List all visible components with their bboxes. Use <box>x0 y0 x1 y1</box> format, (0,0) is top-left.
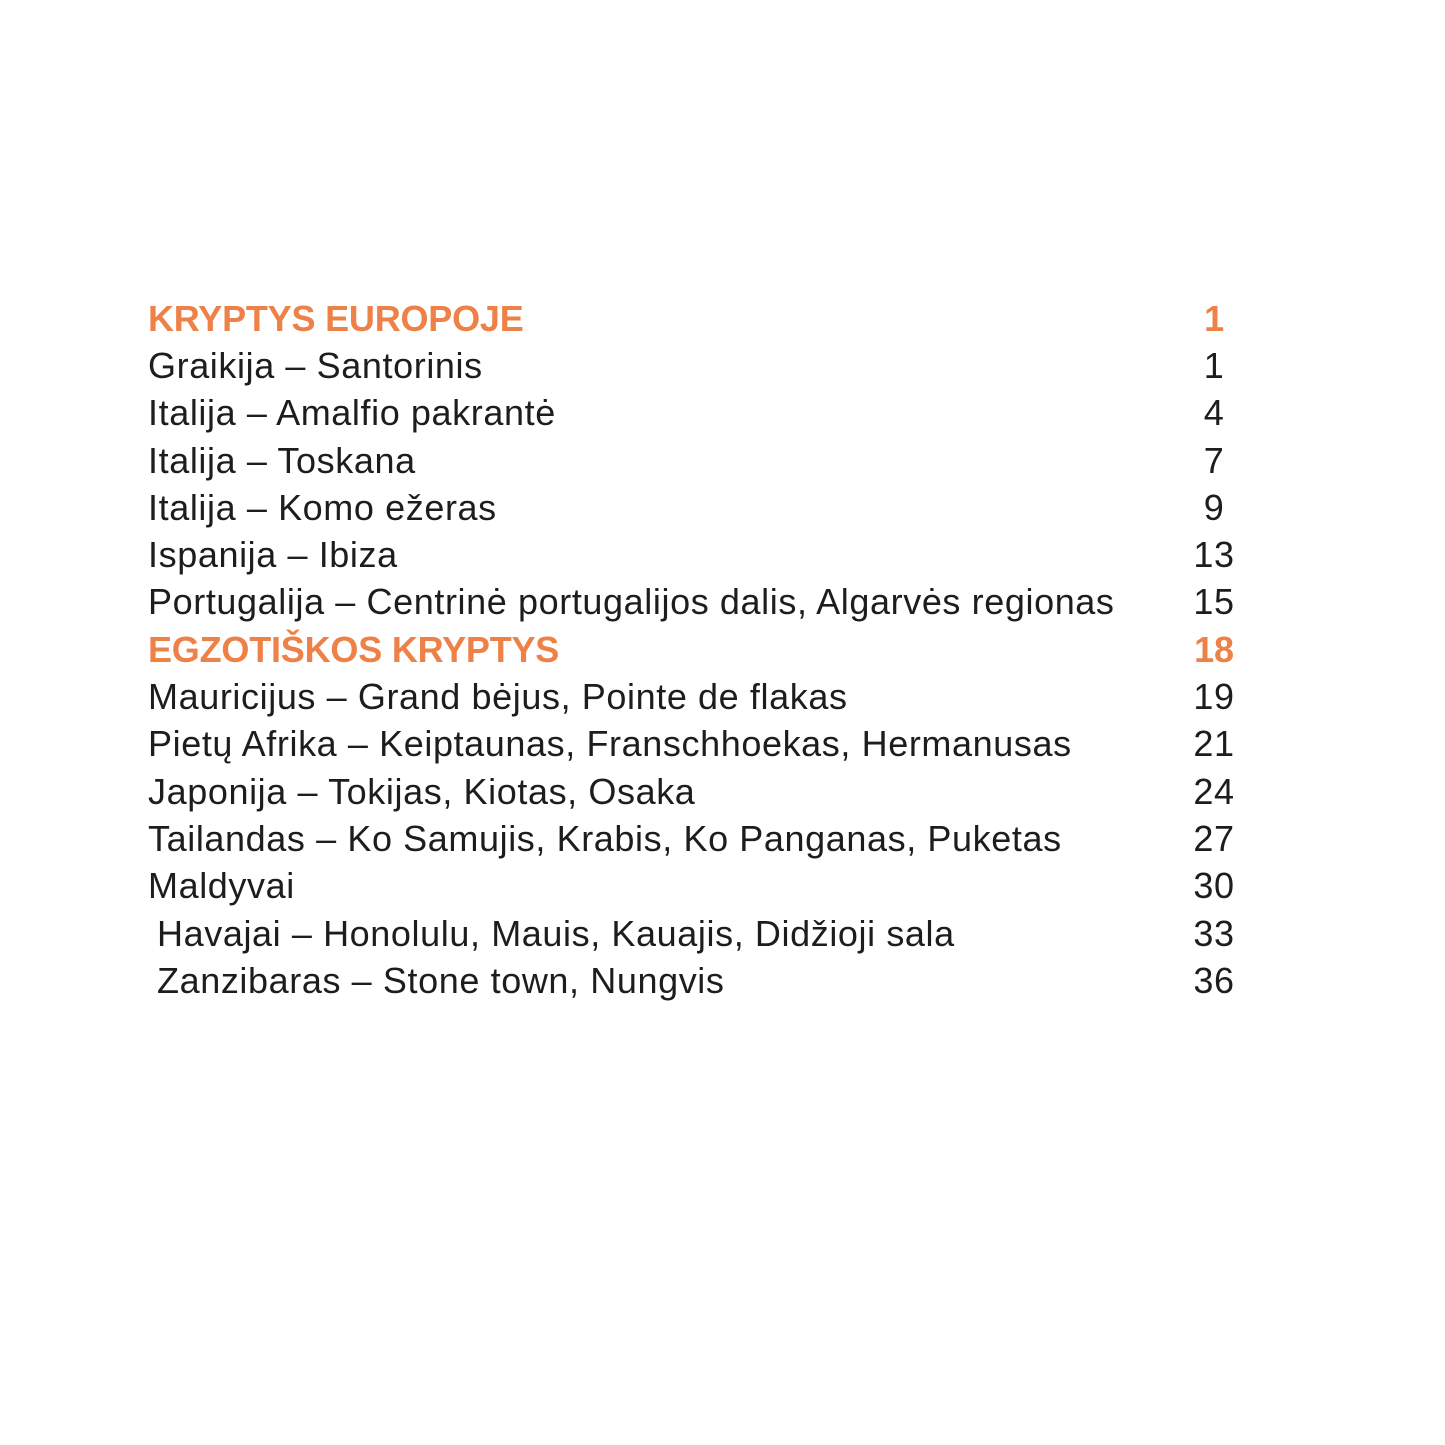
toc-entry-title: Italija – Toskana <box>148 439 416 481</box>
toc-page-number: 33 <box>1193 912 1235 954</box>
toc-entry-row <box>148 721 1253 768</box>
toc-entry-title: Graikija – Santorinis <box>148 344 483 386</box>
table-of-contents <box>148 295 1253 1004</box>
toc-page-number: 18 <box>1194 628 1234 670</box>
toc-page-number: 13 <box>1193 534 1235 576</box>
toc-page-number: 1 <box>1204 297 1224 339</box>
toc-entry-row <box>148 579 1253 626</box>
toc-entry-row <box>148 484 1253 531</box>
toc-section-title: KRYPTYS EUROPOJE <box>148 297 524 339</box>
toc-page-number: 7 <box>1203 439 1225 481</box>
toc-entry-row <box>148 768 1253 815</box>
toc-section-title: EGZOTIŠKOS KRYPTYS <box>148 628 560 670</box>
toc-entry-title: Pietų Afrika – Keiptaunas, Franschhoekas, Hermanusas <box>148 723 1072 765</box>
toc-entry-title: Maldyvai <box>148 865 295 907</box>
toc-entry-row <box>148 342 1253 389</box>
toc-page-number: 30 <box>1193 865 1235 907</box>
toc-entry-title: Havajai – Honolulu, Mauis, Kauajis, Didžioji sala <box>157 912 955 954</box>
toc-page-number: 19 <box>1193 676 1235 718</box>
toc-section-row-exotic <box>148 626 1253 673</box>
toc-entry-row <box>148 531 1253 578</box>
toc-entry-row <box>148 390 1253 437</box>
toc-page-number: 4 <box>1203 392 1225 434</box>
toc-entry-row <box>148 673 1253 720</box>
toc-page-number: 24 <box>1193 770 1235 812</box>
toc-page-number: 21 <box>1193 723 1235 765</box>
toc-entry-title: Portugalija – Centrinė portugalijos dalis, Algarvės regionas <box>148 581 1115 623</box>
toc-page-number: 15 <box>1193 581 1235 623</box>
toc-entry-title: Italija – Amalfio pakrantė <box>148 392 556 434</box>
toc-page-number: 27 <box>1193 817 1235 859</box>
toc-entry-row <box>148 815 1253 862</box>
toc-entry-row <box>148 957 1253 1004</box>
toc-entry-row <box>148 863 1253 910</box>
toc-entry-title: Zanzibaras – Stone town, Nungvis <box>157 959 725 1001</box>
toc-entry-title: Ispanija – Ibiza <box>148 534 398 576</box>
toc-page-number: 1 <box>1203 344 1225 386</box>
toc-page-number: 36 <box>1193 959 1235 1001</box>
toc-section-row-europe <box>148 295 1253 342</box>
toc-entry-row <box>148 910 1253 957</box>
toc-page-number: 9 <box>1203 486 1225 528</box>
toc-entry-title: Tailandas – Ko Samujis, Krabis, Ko Panganas, Puketas <box>148 817 1062 859</box>
toc-entry-title: Italija – Komo ežeras <box>148 486 497 528</box>
toc-entry-title: Mauricijus – Grand bėjus, Pointe de flakas <box>148 676 848 718</box>
toc-entry-row <box>148 437 1253 484</box>
toc-entry-title: Japonija – Tokijas, Kiotas, Osaka <box>148 770 696 812</box>
